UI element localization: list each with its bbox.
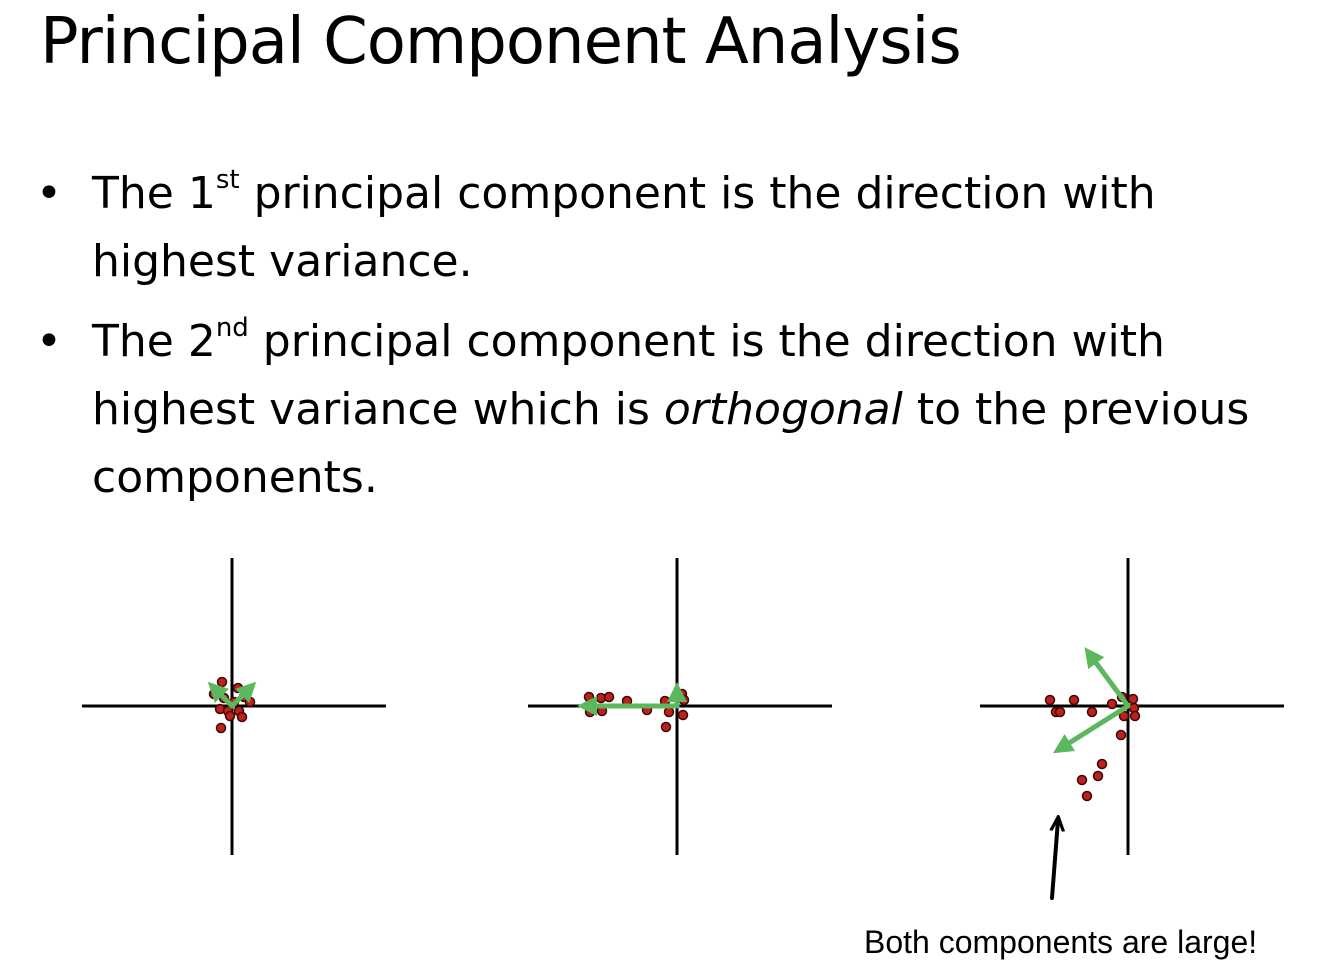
- data-point: [217, 724, 226, 733]
- bullet-text-pre: The 1: [92, 168, 216, 219]
- data-point: [662, 723, 671, 732]
- panel-small-spread: [82, 558, 386, 855]
- data-point: [1117, 731, 1126, 740]
- data-point: [665, 708, 674, 717]
- bullet-text-tail: to the previous components.: [92, 384, 1250, 503]
- data-point: [218, 678, 227, 687]
- panel-both-large: [980, 558, 1284, 898]
- data-point: [586, 708, 595, 717]
- data-point: [1098, 760, 1107, 769]
- bullet-text-post: principal component is the direction with highest variance.: [92, 168, 1156, 287]
- caption-both-large: Both components are large!: [864, 924, 1258, 960]
- principal-component-arrow: [1088, 652, 1128, 706]
- data-point: [1108, 700, 1117, 709]
- data-point: [1094, 772, 1103, 781]
- data-point: [1129, 695, 1138, 704]
- bullet-text-post: principal component is the direction with highest variance which is: [92, 316, 1165, 435]
- data-point: [1083, 792, 1092, 801]
- panel-horizontal-spread: [528, 558, 832, 855]
- bullet-marker: •: [36, 316, 62, 367]
- data-point: [1046, 696, 1055, 705]
- data-point: [1078, 776, 1087, 785]
- data-point: [234, 684, 243, 693]
- data-point: [246, 698, 255, 707]
- data-point: [1056, 708, 1065, 717]
- data-point: [585, 693, 594, 702]
- ordinal-suffix: nd: [215, 313, 249, 344]
- bullet-text-pre: The 2: [92, 316, 216, 367]
- data-point: [679, 711, 688, 720]
- bullet-marker: •: [36, 168, 62, 219]
- data-point: [605, 693, 614, 702]
- emphasis-orthogonal: orthogonal: [663, 384, 903, 435]
- slide-title: Principal Component Analysis: [40, 5, 961, 79]
- ordinal-suffix: st: [215, 165, 240, 196]
- pointer-arrow: [1052, 820, 1058, 898]
- data-point: [226, 712, 235, 721]
- data-point: [238, 713, 247, 722]
- data-point: [1088, 708, 1097, 717]
- data-point: [680, 696, 689, 705]
- data-point: [1131, 712, 1140, 721]
- data-point: [1070, 696, 1079, 705]
